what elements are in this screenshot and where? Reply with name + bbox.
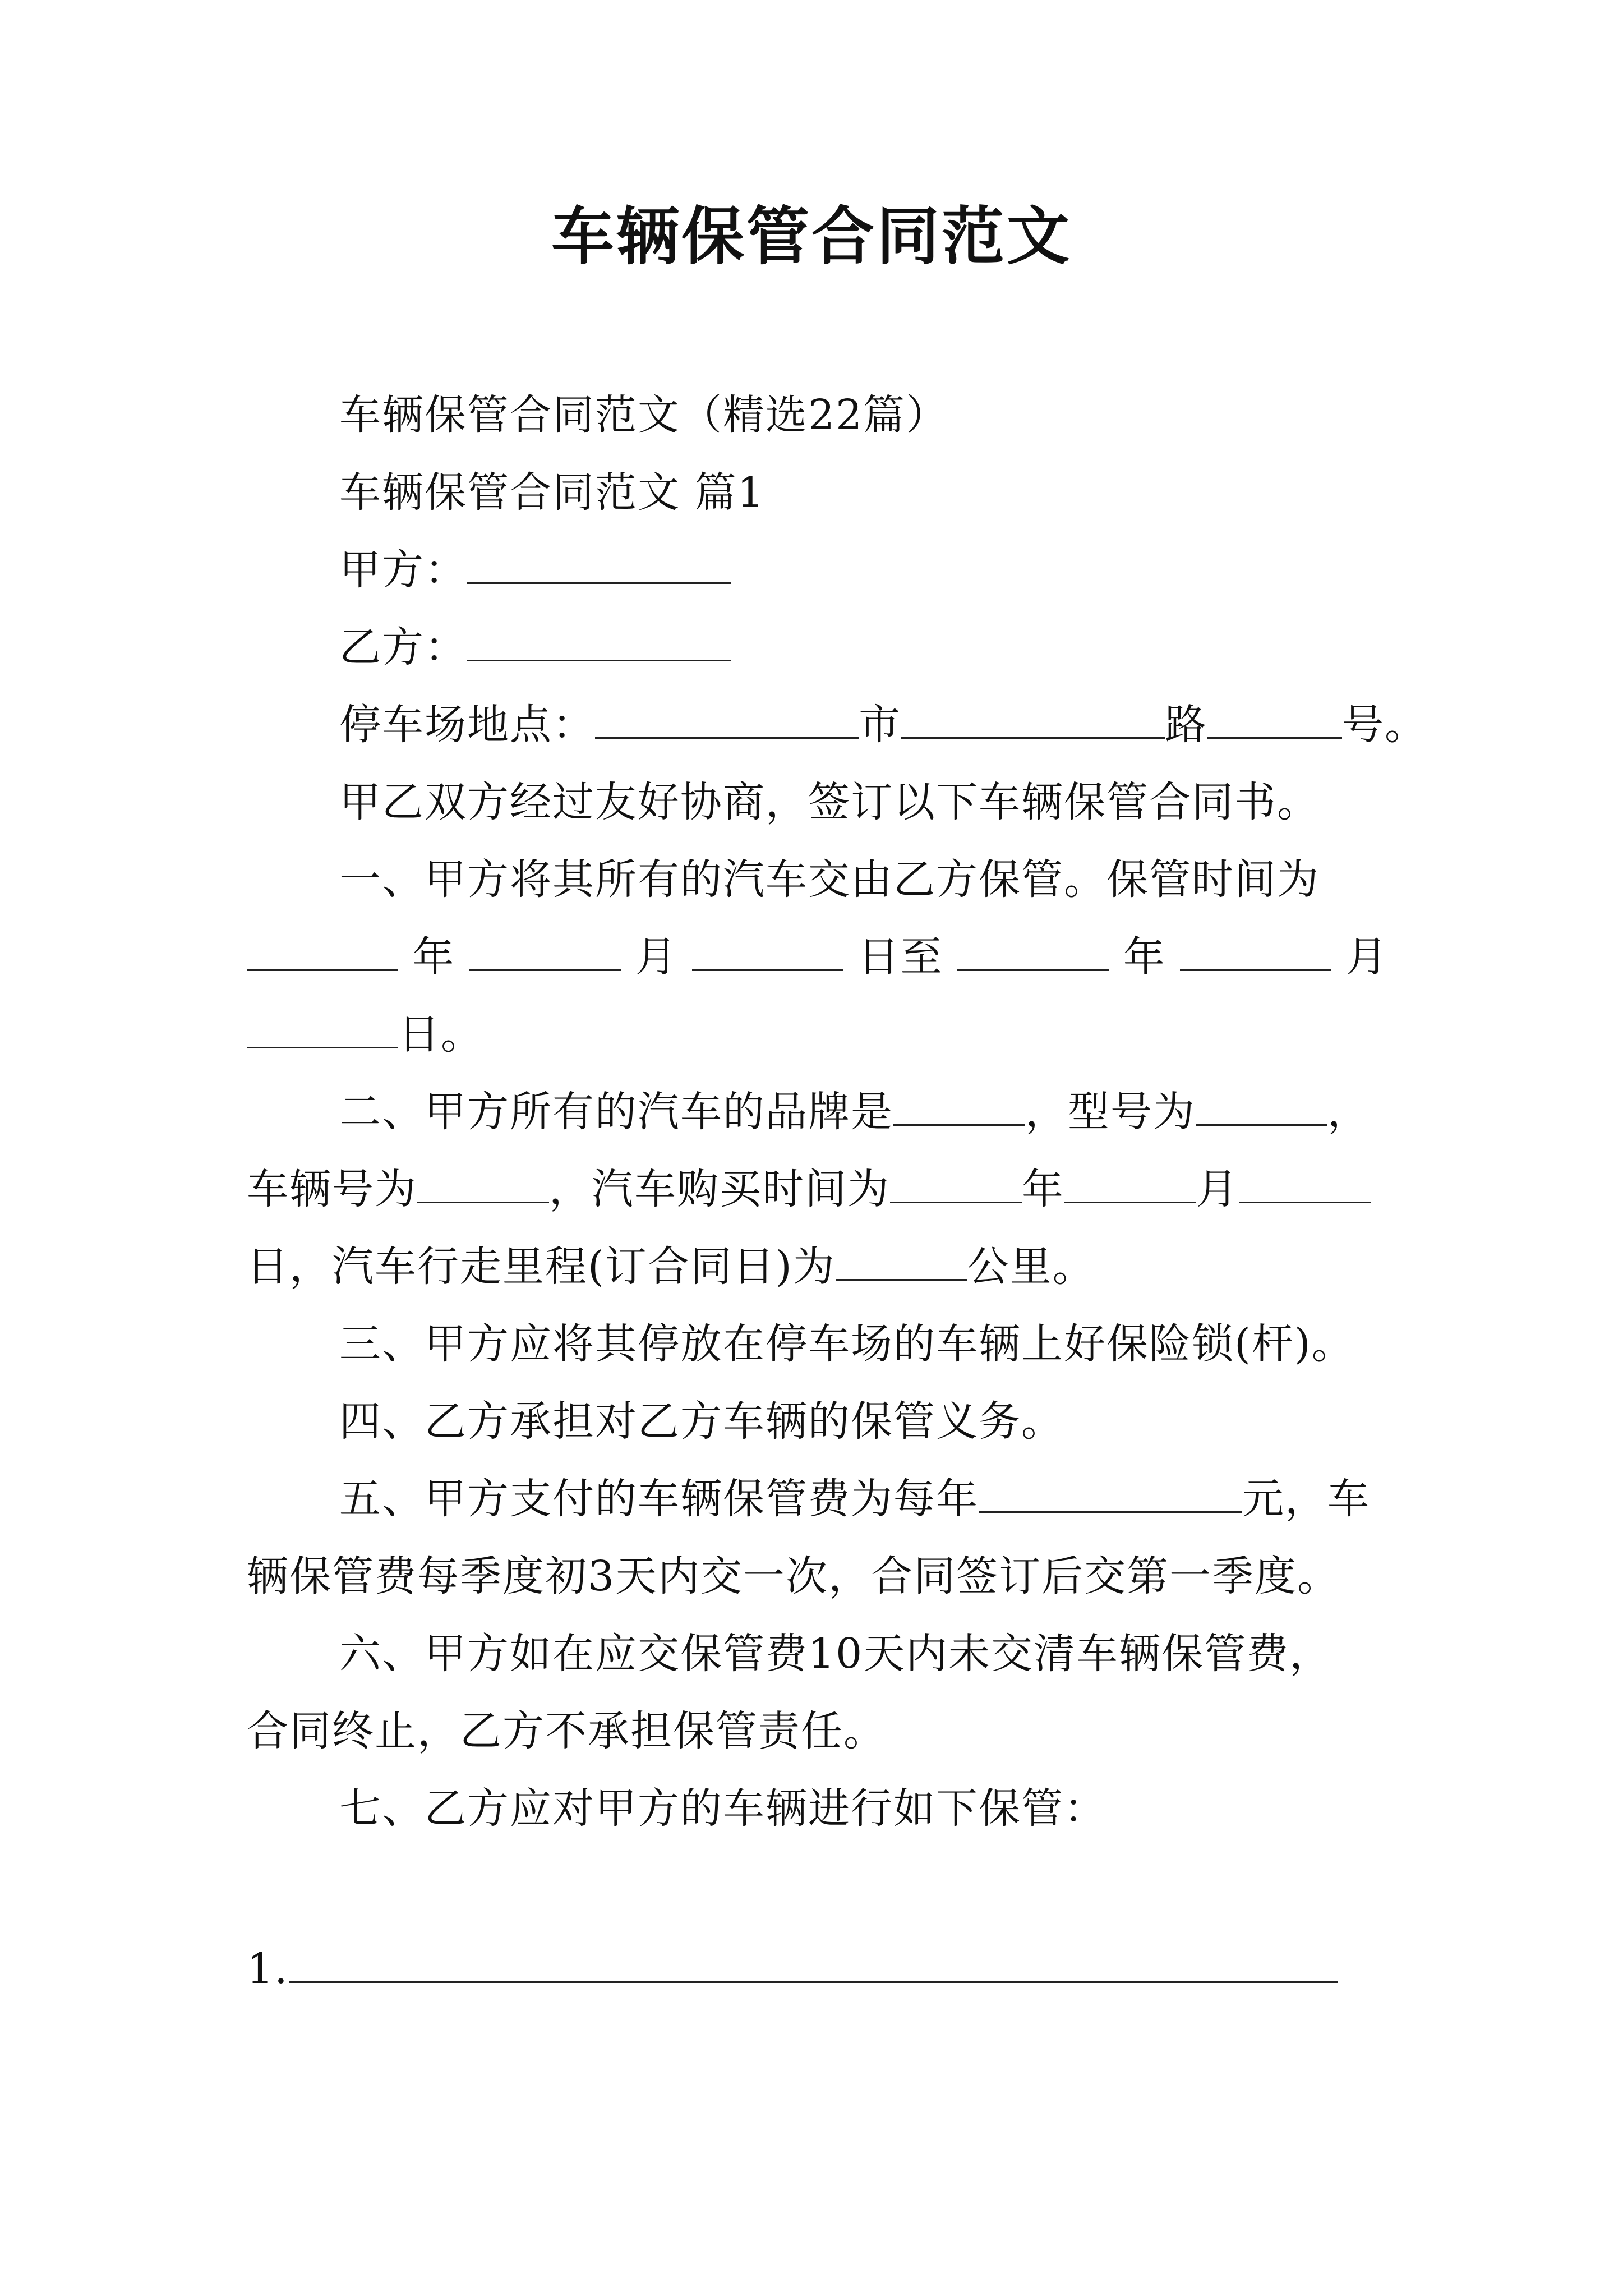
clause-2-line-3 bbox=[247, 1239, 1095, 1295]
clause-6-line-2: 合同终止，乙方不承担保管责任。 bbox=[247, 1707, 886, 1755]
clause-2-km-label: 公里。 bbox=[967, 1243, 1095, 1291]
start-month-blank[interactable] bbox=[469, 930, 621, 971]
item-1-number: 1. bbox=[247, 1945, 289, 1993]
location-city-blank[interactable] bbox=[595, 698, 859, 739]
clause-2-model-label: ，型号为 bbox=[1025, 1088, 1196, 1136]
item-1-line bbox=[247, 1941, 1338, 1997]
purchase-year-blank[interactable] bbox=[890, 1162, 1022, 1203]
location-road-label: 路 bbox=[1165, 701, 1207, 749]
clause-4: 四、乙方承担对乙方车辆的保管义务。 bbox=[339, 1397, 1064, 1446]
clause-1-line-2 bbox=[247, 929, 1389, 985]
section-heading: 车辆保管合同范文 篇1 bbox=[339, 468, 765, 517]
intro-paragraph: 甲乙双方经过友好协商，签订以下车辆保管合同书。 bbox=[339, 778, 1320, 826]
location-city-label: 市 bbox=[859, 701, 901, 749]
subtitle: 车辆保管合同范文（精选22篇） bbox=[339, 391, 949, 439]
location-line bbox=[339, 697, 1427, 753]
party-b-blank[interactable] bbox=[467, 620, 731, 661]
location-number-blank[interactable] bbox=[1207, 698, 1342, 739]
purchase-month-blank[interactable] bbox=[1064, 1162, 1196, 1203]
clause-6-line-1: 六、甲方如在应交保管费10天内未交清车辆保管费， bbox=[339, 1630, 1332, 1678]
purchase-day-blank[interactable] bbox=[1239, 1162, 1371, 1203]
end-day-blank[interactable] bbox=[247, 1007, 398, 1048]
clause-3: 三、甲方应将其停放在停车场的车辆上好保险锁(杆)。 bbox=[339, 1320, 1354, 1368]
clause-2-comma: ， bbox=[1327, 1088, 1370, 1136]
document-title: 车辆保管合同范文 bbox=[551, 200, 1072, 273]
clause-1-line-3 bbox=[247, 1006, 483, 1062]
clause-5-fee-label: 五、甲方支付的车辆保管费为每年 bbox=[339, 1475, 979, 1523]
end-month-label: 月 bbox=[1345, 933, 1389, 981]
clause-1-line-1: 一、甲方将其所有的汽车交由乙方保管。保管时间为 bbox=[339, 855, 1320, 904]
purchase-year-label: 年 bbox=[1022, 1165, 1064, 1213]
party-b-line bbox=[339, 619, 731, 675]
item-1-blank[interactable] bbox=[289, 1942, 1338, 1983]
start-month-label: 月 bbox=[635, 933, 678, 981]
model-blank[interactable] bbox=[1196, 1085, 1327, 1126]
clause-2-brand-label: 二、甲方所有的汽车的品牌是 bbox=[339, 1088, 893, 1136]
party-a-label: 甲方： bbox=[339, 546, 467, 594]
end-year-label: 年 bbox=[1123, 933, 1166, 981]
location-label: 停车场地点： bbox=[339, 701, 595, 749]
end-year-blank[interactable] bbox=[957, 930, 1109, 971]
clause-2-plate-label: 车辆号为 bbox=[247, 1165, 417, 1213]
party-a-line bbox=[339, 542, 731, 598]
party-a-blank[interactable] bbox=[467, 543, 731, 584]
party-b-label: 乙方： bbox=[339, 623, 467, 671]
clause-5-yuan-label: 元，车 bbox=[1242, 1475, 1370, 1523]
mileage-blank[interactable] bbox=[836, 1240, 967, 1281]
end-month-blank[interactable] bbox=[1180, 930, 1331, 971]
clause-5-line-1 bbox=[339, 1471, 1370, 1527]
clause-5-line-2: 辆保管费每季度初3天内交一次，合同签订后交第一季度。 bbox=[247, 1552, 1340, 1600]
plate-blank[interactable] bbox=[417, 1162, 549, 1203]
annual-fee-blank[interactable] bbox=[979, 1472, 1242, 1513]
clause-2-line-1 bbox=[339, 1084, 1370, 1140]
start-year-label: 年 bbox=[412, 933, 455, 981]
clause-2-purchase-label: ，汽车购买时间为 bbox=[549, 1165, 890, 1213]
brand-blank[interactable] bbox=[893, 1085, 1025, 1126]
start-year-blank[interactable] bbox=[247, 930, 398, 971]
start-day-blank[interactable] bbox=[692, 930, 843, 971]
location-road-blank[interactable] bbox=[901, 698, 1165, 739]
location-number-label: 号。 bbox=[1342, 701, 1427, 749]
purchase-month-label: 月 bbox=[1196, 1165, 1239, 1213]
clause-2-mileage-label: 日，汽车行走里程(订合同日)为 bbox=[247, 1243, 836, 1291]
clause-2-line-2 bbox=[247, 1161, 1371, 1217]
end-day-label: 日。 bbox=[398, 1010, 483, 1059]
start-day-label: 日至 bbox=[857, 933, 943, 981]
clause-7: 七、乙方应对甲方的车辆进行如下保管： bbox=[339, 1784, 1106, 1833]
